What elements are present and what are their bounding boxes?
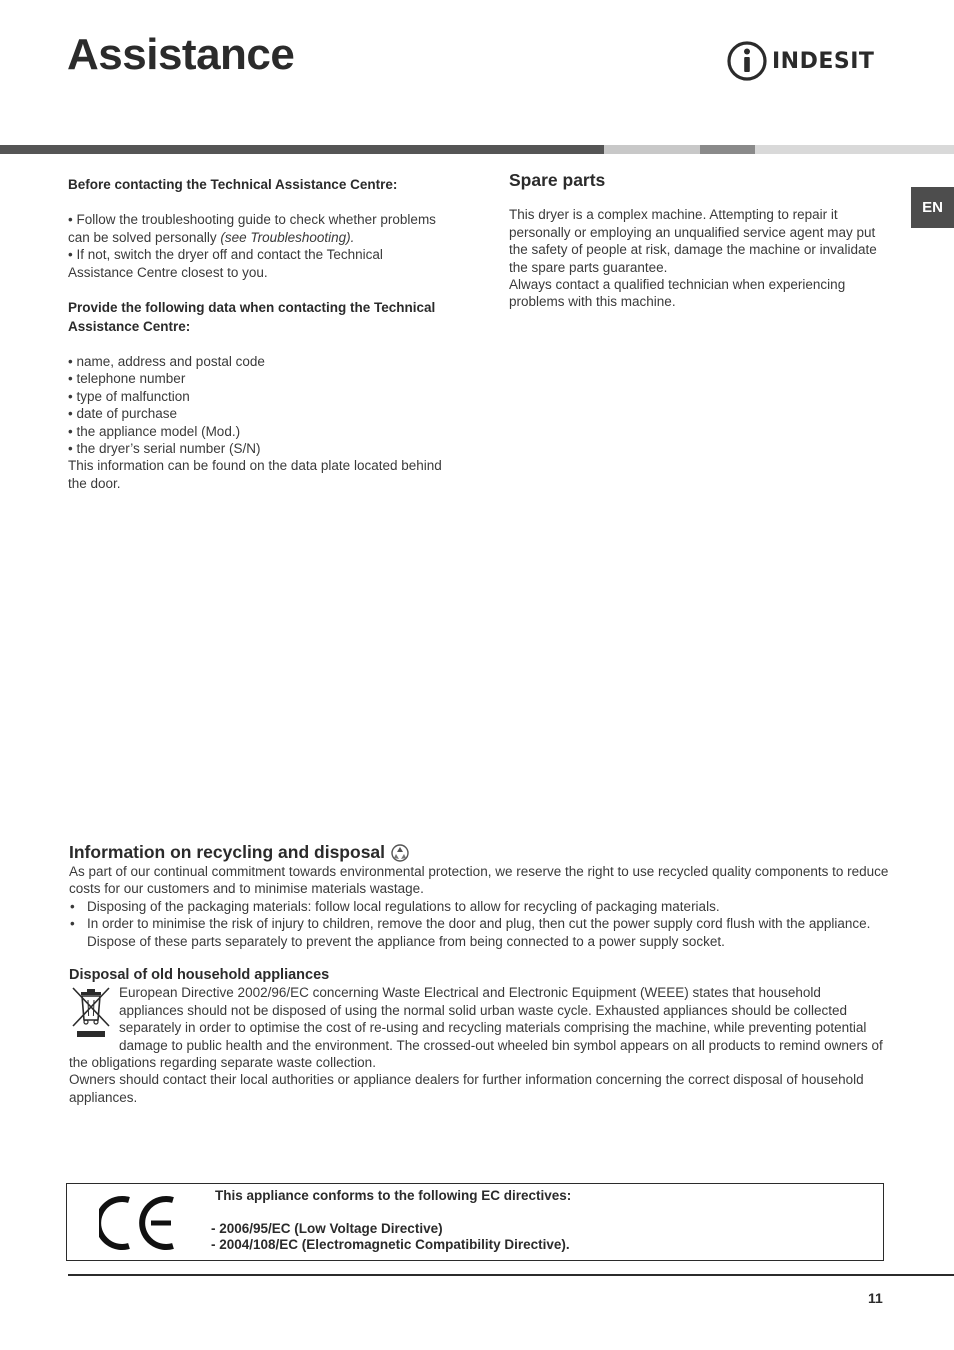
spare-parts-paragraph: Always contact a qualified technician when experiencing problems with this machine. <box>509 277 846 310</box>
brand-name: INDESIT <box>772 48 875 74</box>
provide-data-heading: Provide the following data when contacting the Technical Assistance Centre: <box>68 300 436 335</box>
troubleshooting-step <box>68 211 448 246</box>
list-item: • name, address and postal code <box>68 353 448 370</box>
footer-divider <box>68 1274 954 1276</box>
list-item: • the dryer’s serial number (S/N) <box>68 440 448 457</box>
list-item: • date of purchase <box>68 405 448 422</box>
weee-block <box>69 984 889 1071</box>
recycling-section <box>69 843 889 1106</box>
recycling-title <box>69 843 889 863</box>
disposal-heading: Disposal of old household appliances <box>69 967 330 984</box>
list-item: • telephone number <box>68 370 448 387</box>
page-number: 11 <box>868 1290 883 1306</box>
recycle-icon <box>390 843 410 863</box>
recycling-list <box>69 898 889 950</box>
ec-heading: This appliance conforms to the following EC directives: <box>215 1188 572 1203</box>
language-badge: EN <box>911 187 954 228</box>
assistance-section <box>68 176 448 492</box>
ec-directive: - 2004/108/EC (Electromagnetic Compatibility Directive). <box>211 1237 570 1252</box>
header-color-bar <box>0 145 954 154</box>
list-item: • type of malfunction <box>68 388 448 405</box>
header-bar-segment <box>0 145 604 154</box>
crossed-bin-icon <box>69 986 113 1038</box>
ec-directives-text <box>211 1188 571 1254</box>
troubleshooting-reference: (see Troubleshooting). <box>220 229 355 245</box>
before-contact-heading: Before contacting the Technical Assistance Centre: <box>68 177 398 192</box>
recycling-intro: As part of our continual commitment towards environmental protection, we reserve the right to use recycled quality components to reduce costs for our customers and to minimise materials wastage. <box>69 864 889 897</box>
brand-logo-icon <box>726 40 768 82</box>
spare-parts-title: Spare parts <box>509 170 606 190</box>
required-data-list <box>68 353 448 457</box>
contact-step: • If not, switch the dryer off and contact the Technical Assistance Centre closest to you. <box>68 247 383 280</box>
recycling-title-text: Information on recycling and disposal <box>69 842 386 863</box>
header-bar-segment <box>755 145 954 154</box>
list-item: • the appliance model (Mod.) <box>68 423 448 440</box>
data-plate-note: This information can be found on the data plate located behind the door. <box>68 458 442 491</box>
ec-conformity-box <box>66 1183 884 1261</box>
owners-contact-text: Owners should contact their local authorities or appliance dealers for further information concerning the correct disposal of household appliances. <box>69 1072 864 1105</box>
spare-parts-paragraph: This dryer is a complex machine. Attempting to repair it personally or employing an unqualified service agent may put the safety of people at risk, damage the machine or invalidate the spare parts guarantee. <box>509 207 877 275</box>
header-bar-segment <box>700 145 755 154</box>
list-item: • In order to minimise the risk of injury to children, remove the door and plug, then cut the power supply cord flush with the appliance. Dispose of these parts separately to prevent the appliance from being connected to a power supply socket. <box>69 915 889 950</box>
spare-parts-section <box>509 172 894 311</box>
ec-directive: - 2006/95/EC (Low Voltage Directive) <box>211 1220 443 1236</box>
header-bar-segment <box>604 145 700 154</box>
weee-directive-text: European Directive 2002/96/EC concerning Waste Electrical and Electronic Equipment (WEEE) states that household appliances should not be disposed of using the normal solid urban waste cycle. Exhausted appliances should be collected separately in order to optimise the cost of re-using and recycling materials comprising the machine, while preventing potential damage to public health and the environment. The crossed-out wheeled bin symbol appears on all products to remind owners of the obligations regarding separate waste collection. <box>69 985 883 1071</box>
brand-logo <box>726 40 874 82</box>
page-title: Assistance <box>67 30 295 79</box>
list-item: • Disposing of the packaging materials: follow local regulations to allow for recycling of packaging materials. <box>69 898 889 915</box>
ce-mark-icon <box>99 1194 175 1252</box>
troubleshooting-step-text: • Follow the troubleshooting guide to check whether problems can be solved personally <box>68 212 436 245</box>
